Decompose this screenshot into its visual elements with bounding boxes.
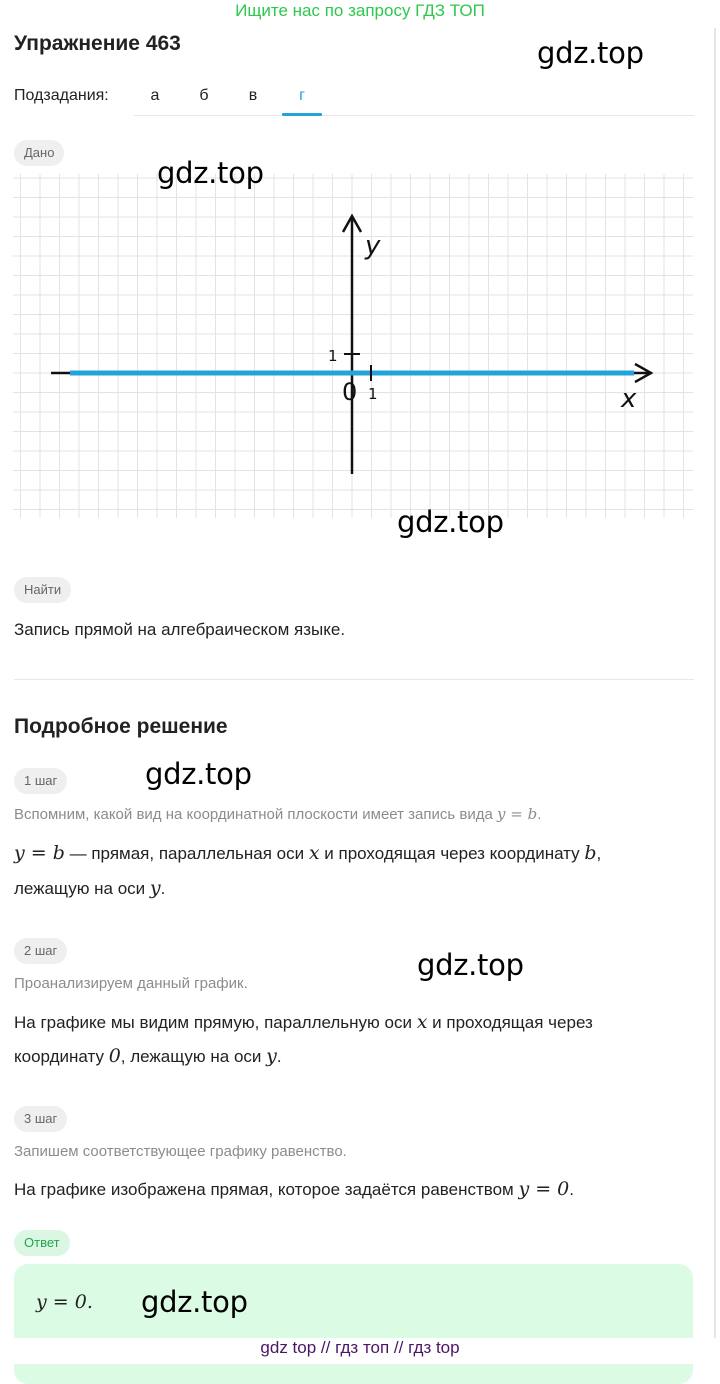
step-3-line-1: На графике изображена прямая, которое задаётся равенством y = 0. [14,1178,575,1200]
watermark: gdz.top [141,1285,248,1319]
active-tab-indicator [282,113,322,116]
find-text: Запись прямой на алгебраическом языке. [14,620,346,639]
step-3-hint: Запишем соответствующее графику равенство. [14,1143,347,1160]
y-axis-label: y [365,231,381,261]
watermark: gdz.top [537,36,644,70]
solution-heading: Подробное решение [14,715,228,738]
answer-box [14,1264,693,1384]
step-1-line-2: лежащую на оси y. [14,877,166,899]
subtask-tab-a[interactable]: а [150,87,160,104]
answer-value: y = 0. [36,1291,93,1313]
subtasks-label: Подзадания: [14,87,109,104]
find-badge: Найти [14,577,71,603]
given-badge: Дано [14,140,64,166]
step-3-badge: 3 шаг [14,1106,67,1132]
watermark: gdz.top [417,948,524,982]
step-2-hint: Проанализируем данный график. [14,975,248,992]
step-2-line-1: На графике мы видим прямую, параллельную оси x и проходящая через [14,1011,593,1033]
subtask-tab-b[interactable]: б [199,87,209,104]
origin-label: 0 [342,378,358,406]
y-unit-label: 1 [328,347,338,365]
step-2-line-2: координату 0, лежащую на оси y. [14,1045,282,1067]
step-1-line-1: y = b — прямая, параллельная оси x и проходящая через координату b, [14,842,602,864]
search-banner: Ищите нас по запросу ГДЗ ТОП [235,1,485,20]
subtabs-divider [134,115,694,116]
step-2-badge: 2 шаг [14,938,67,964]
subtask-tab-v[interactable]: в [248,87,258,104]
x-axis-label: x [621,384,637,414]
step-1-hint: Вспомним, какой вид на координатной плоскости имеет запись вида y = b. [14,805,542,823]
section-divider [14,679,694,680]
page-edge-divider [714,28,716,1338]
watermark: gdz.top [145,757,252,791]
step-1-badge: 1 шаг [14,768,67,794]
coordinate-graph [13,174,693,518]
x-unit-label: 1 [368,385,378,403]
watermark: gdz.top [157,156,264,190]
watermark: gdz.top [397,505,504,539]
subtask-tab-g[interactable]: г [299,87,305,104]
y-axis [343,216,361,474]
page-title: Упражнение 463 [14,32,181,55]
answer-badge: Ответ [14,1230,70,1256]
bottom-watermark-bar: gdz top // гдз топ // гдз top [0,1338,720,1364]
